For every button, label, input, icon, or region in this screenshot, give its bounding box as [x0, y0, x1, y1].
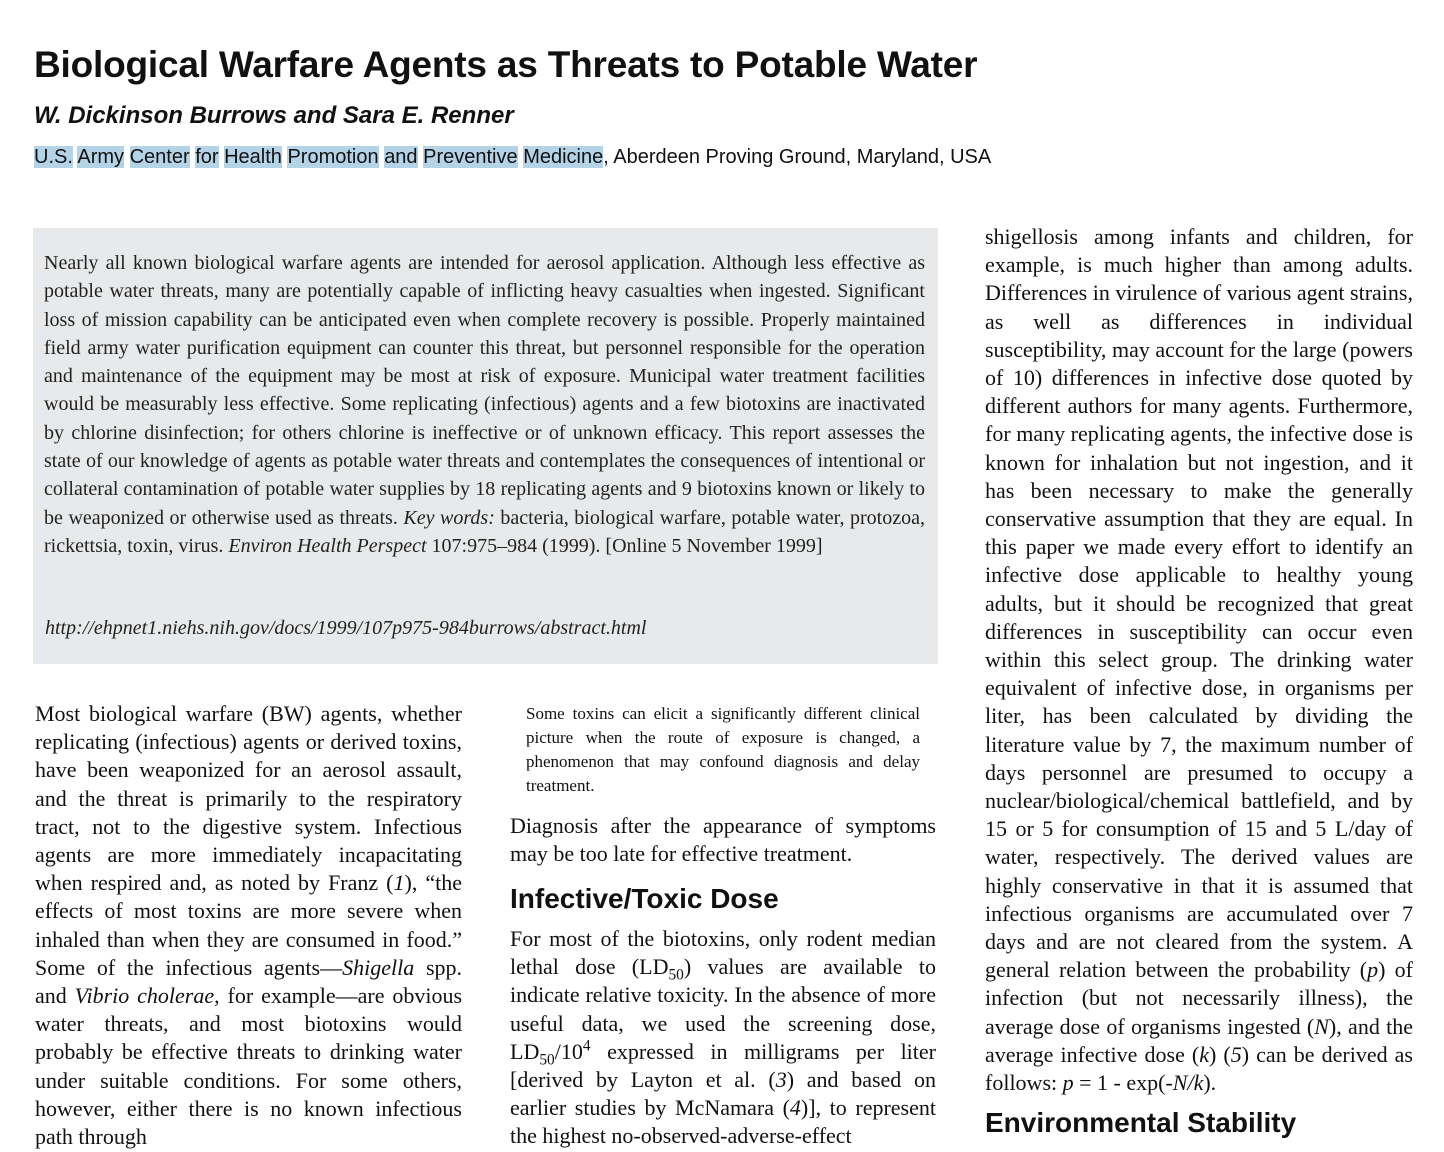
species-name: Shigella	[342, 954, 415, 980]
text-run: Diagnosis after the appearance of symptoms may be too late for effective treatment.	[510, 813, 936, 867]
superscript: 4	[582, 1037, 591, 1055]
column-2-text	[510, 812, 936, 868]
text-run: ) and based on earlier studies by McNamara (	[510, 1067, 936, 1121]
reference-link[interactable]: 5	[1230, 1041, 1242, 1067]
section-heading-infective-dose: Infective/Toxic Dose	[510, 883, 779, 914]
affiliation-selected-word[interactable]: Medicine	[523, 146, 604, 168]
affiliation-selected-word[interactable]: for	[195, 146, 219, 168]
text-run: spp. and	[35, 954, 463, 1009]
affiliation-selected-word[interactable]: U.S.	[34, 146, 73, 168]
reference-link[interactable]: 4	[789, 1095, 801, 1121]
column-2-paragraph	[510, 925, 936, 1151]
affiliation-location: , Aberdeen Proving Ground, Maryland, USA	[603, 146, 992, 168]
text-run: /10	[554, 1038, 583, 1064]
authors: W. Dickinson Burrows and Sara E. Renner	[34, 102, 514, 129]
formula-text: ).	[1203, 1070, 1217, 1096]
text-run: Most biological warfare (BW) agents, whether replicating (infectious) agents or derived toxins, have been weaponized for an aerosol assault, and the threat is primarily to the respiratory tract, not to the digestive system. Infectious agents are more immediately incapacitating when respired and, as noted by Franz (	[35, 701, 462, 896]
reference-link[interactable]: 3	[775, 1067, 787, 1093]
math-symbol: p	[1062, 1070, 1074, 1096]
subscript: 50	[668, 966, 684, 984]
formula-text: = 1 - exp(-	[1073, 1070, 1173, 1096]
math-symbol: k	[1199, 1041, 1210, 1067]
text-run: ) of infection (but not necessarily illness), the average dose of organisms ingested (	[985, 957, 1413, 1039]
affiliation-selected-word[interactable]: Center	[129, 146, 190, 168]
subscript: 50	[539, 1051, 555, 1069]
keywords: bacteria, biological warfare, potable water, protozoa, rickettsia, toxin, virus.	[44, 506, 925, 557]
keywords-label: Key words:	[403, 506, 495, 529]
journal-name: Environ Health Perspect	[228, 534, 427, 557]
text-run: shigellosis among infants and children, for example, is much higher than among adults. Differences in virulence of various agent strains, as well as differences in individual susceptibility, may account for the large (powers of 10) differences in infective dose quoted by different authors for many agents. Furthermore, for many replicating agents, the infective dose is known for inhalation but not ingestion, and it has been necessary to make the generally conservative assumption that they are equal. In this paper we made every effort to identify an infective dose applicable to healthy young adults, but it should be recognized that great differences in susceptibility can occur even within this select group. The drinking water equivalent of infective dose, in organisms per liter, has been calculated by dividing the literature value by 7, the maximum number of days personnel are presumed to occupy a nuclear/biological/chemical battlefield, and by 15 or 5 for consumption of 15 and 5 L/day of water, respectively. The derived values are highly conservative in that it is assumed that infectious organisms are accumulated over 7 days and are not cleared from the system. A general relation between the probability (	[985, 224, 1413, 983]
text-run: ) (	[1209, 1041, 1231, 1067]
math-symbol: p	[1367, 957, 1379, 983]
section-heading-environmental-stability: Environmental Stability	[985, 1107, 1297, 1138]
column-3-text	[985, 223, 1413, 1097]
affiliation	[34, 146, 991, 169]
math-symbol: N	[1314, 1013, 1329, 1039]
text-run: ) can be derived as follows:	[985, 1041, 1413, 1096]
affiliation-selected-word[interactable]: Promotion	[287, 146, 379, 168]
reference-link[interactable]: 1	[393, 870, 405, 896]
species-name: Vibrio cholerae	[74, 983, 215, 1009]
affiliation-selected-word[interactable]: Army	[77, 146, 125, 168]
paper-title: Biological Warfare Agents as Threats to Potable Water	[34, 44, 978, 85]
text-run: For most of the biotoxins, only rodent median lethal dose (LD	[510, 926, 936, 980]
abstract-body: Nearly all known biological warfare agents are intended for aerosol application. Although less effective as potable water threats, many are potentially capable of inflicting heavy casualties when ingested. Significant loss of mission capability can be anticipated even when complete recovery is possible. Properly maintained field army water purification equipment can counter this threat, but personnel responsible for the operation and maintenance of the equipment may be most at risk of exposure. Municipal water treatment facilities would be measurably less effective. Some replicating (infectious) agents and a few biotoxins are inactivated by chlorine disinfection; for others chlorine is ineffective or of unknown efficacy. This report assesses the state of our knowledge of agents as potable water threats and contemplates the consequences of intentional or collateral contamination of potable water supplies by 18 replicating agents and 9 biotoxins known or likely to be weaponized or otherwise used as threats.	[44, 252, 925, 529]
math-symbol: N/k	[1172, 1070, 1204, 1096]
text-run: expressed in milligrams per liter [derived by Layton et al. (	[510, 1038, 936, 1093]
text-run: )], to represent the highest no-observed-adverse-effect	[510, 1095, 936, 1149]
abstract-url[interactable]: http://ehpnet1.niehs.nih.gov/docs/1999/107p975-984burrows/abstract.html	[45, 617, 647, 639]
affiliation-selected-word[interactable]: Preventive	[423, 146, 518, 168]
affiliation-selected-word[interactable]: and	[384, 146, 418, 168]
text-run: , for example—are obvious water threats, and most biotoxins would probably be effective threats to drinking water under suitable conditions. For some others, however, either there is no known infectious path through	[35, 983, 463, 1150]
column-2-top-text: Some toxins can elicit a significantly different clinical picture when the route of exposure is changed, a phenomenon that may confound diagnosis and delay treatment.	[526, 704, 920, 795]
text-run: ), and the average infective dose (	[985, 1013, 1413, 1067]
text-run: ) values are available to indicate relative toxicity. In the absence of more useful data, we used the screening dose, LD	[510, 954, 936, 1064]
text-run: ), “the effects of most toxins are more severe when inhaled than when they are consumed in food.” Some of the infectious agents—	[35, 870, 462, 980]
abstract-text	[44, 249, 925, 560]
affiliation-selected-word[interactable]: Health	[224, 146, 282, 168]
citation: 107:975–984 (1999). [Online 5 November 1999]	[426, 534, 823, 557]
column-1-text	[35, 700, 462, 1151]
